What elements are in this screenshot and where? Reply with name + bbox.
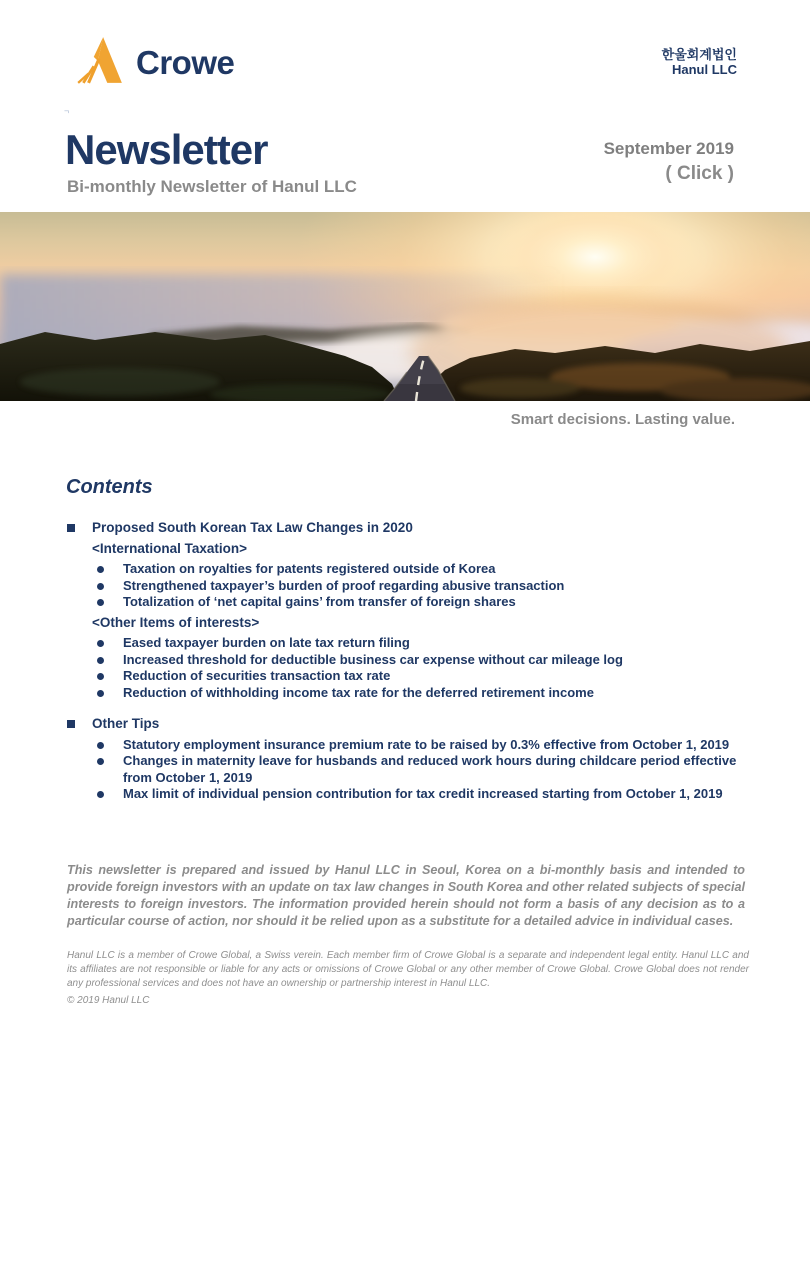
issue-date: September 2019: [603, 139, 734, 158]
brand-tagline: Smart decisions. Lasting value.: [510, 411, 735, 428]
toc-item: [97, 635, 757, 652]
square-bullet-icon: [67, 720, 75, 728]
dot-bullet-icon: [97, 583, 104, 590]
toc-item: [97, 578, 757, 595]
dot-bullet-icon: [97, 758, 104, 765]
crowe-mountain-icon: [74, 34, 126, 86]
toc-item-label: Eased taxpayer burden on late tax return filing: [123, 635, 410, 650]
toc-section-title: Other Tips: [92, 716, 160, 732]
page-subtitle: Bi-monthly Newsletter of Hanul LLC: [67, 177, 357, 196]
toc-section-title-row: [67, 519, 757, 537]
toc-item: [97, 668, 757, 685]
org-name-english: Hanul LLC: [672, 61, 737, 77]
toc-item: [97, 561, 757, 578]
crowe-logo: [74, 34, 234, 86]
crowe-brand-text: Crowe: [136, 44, 235, 81]
toc-item: [97, 594, 757, 611]
contents-list: [67, 519, 757, 817]
dot-bullet-icon: [97, 690, 104, 697]
dot-bullet-icon: [97, 791, 104, 798]
toc-item: [97, 753, 757, 786]
toc-item-label: Taxation on royalties for patents registered outside of Korea: [123, 561, 496, 577]
org-name-korean: 한울회계법인: [661, 47, 737, 62]
contents-heading: Contents: [66, 476, 153, 498]
square-bullet-icon: [67, 524, 75, 532]
toc-item-label: Reduction of withholding income tax rate for the deferred retirement income: [123, 684, 594, 700]
toc-section: [67, 519, 757, 701]
dot-bullet-icon: [97, 566, 104, 573]
stray-mark: ¬: [64, 106, 70, 116]
toc-item-label: Strengthened taxpayer’s burden of proof regarding abusive transaction: [123, 577, 565, 593]
toc-item: [97, 685, 757, 702]
toc-group-subheading: <International Taxation>: [92, 541, 248, 557]
dot-bullet-icon: [97, 640, 104, 647]
dot-bullet-icon: [97, 742, 104, 749]
toc-item-label: Reduction of securities transaction tax rate: [123, 668, 391, 684]
toc-section: [67, 715, 757, 803]
dot-bullet-icon: [97, 673, 104, 680]
copyright-text: © 2019 Hanul LLC: [67, 995, 150, 1006]
legal-text: Hanul LLC is a member of Crowe Global, a Swiss verein. Each member firm of Crowe Global is a separate and independent legal entity. Hanul LLC and its affiliates are not responsible or liable for any acts or omissions of Crowe Global or any other member of Crowe Global. Crowe Global does not render any professional services and does not have an ownership or partnership interest in Hanul LLC.: [67, 950, 749, 990]
toc-item: [97, 786, 757, 803]
disclaimer-text: This newsletter is prepared and issued by Hanul LLC in Seoul, Korea on a bi-monthly basis and intended to provide foreign investors with an update on tax law changes in South Korea and other related subjects of special interests to foreign investors. The information provided herein should not form a basis of any decision as to a particular course of action, nor should it be relied upon as a substitute for a detailed advice in individual cases.: [67, 863, 745, 928]
toc-section-title-row: [67, 715, 757, 733]
toc-section-title: Proposed South Korean Tax Law Changes in 2020: [92, 520, 413, 535]
dot-bullet-icon: [97, 599, 104, 606]
dot-bullet-icon: [97, 657, 104, 664]
toc-item-label: Totalization of ‘net capital gains’ from transfer of foreign shares: [123, 594, 516, 610]
toc-item-label: Increased threshold for deductible business car expense without car mileage log: [123, 651, 623, 667]
toc-item: [97, 737, 757, 754]
toc-item-label: Changes in maternity leave for husbands and reduced work hours during childcare period effective from October 1, 2019: [123, 753, 737, 785]
toc-group-subheading: <Other Items of interests>: [92, 615, 260, 630]
toc-item: [97, 652, 757, 669]
click-link[interactable]: ( Click ): [665, 163, 734, 184]
toc-item-label: Max limit of individual pension contribution for tax credit increased starting from October 1, 2019: [123, 786, 723, 802]
org-name-block: [662, 48, 737, 78]
banner-photo: [0, 212, 810, 401]
toc-item-label: Statutory employment insurance premium rate to be raised by 0.3% effective from October 1, 2019: [123, 736, 730, 752]
page-title: Newsletter: [65, 126, 268, 173]
